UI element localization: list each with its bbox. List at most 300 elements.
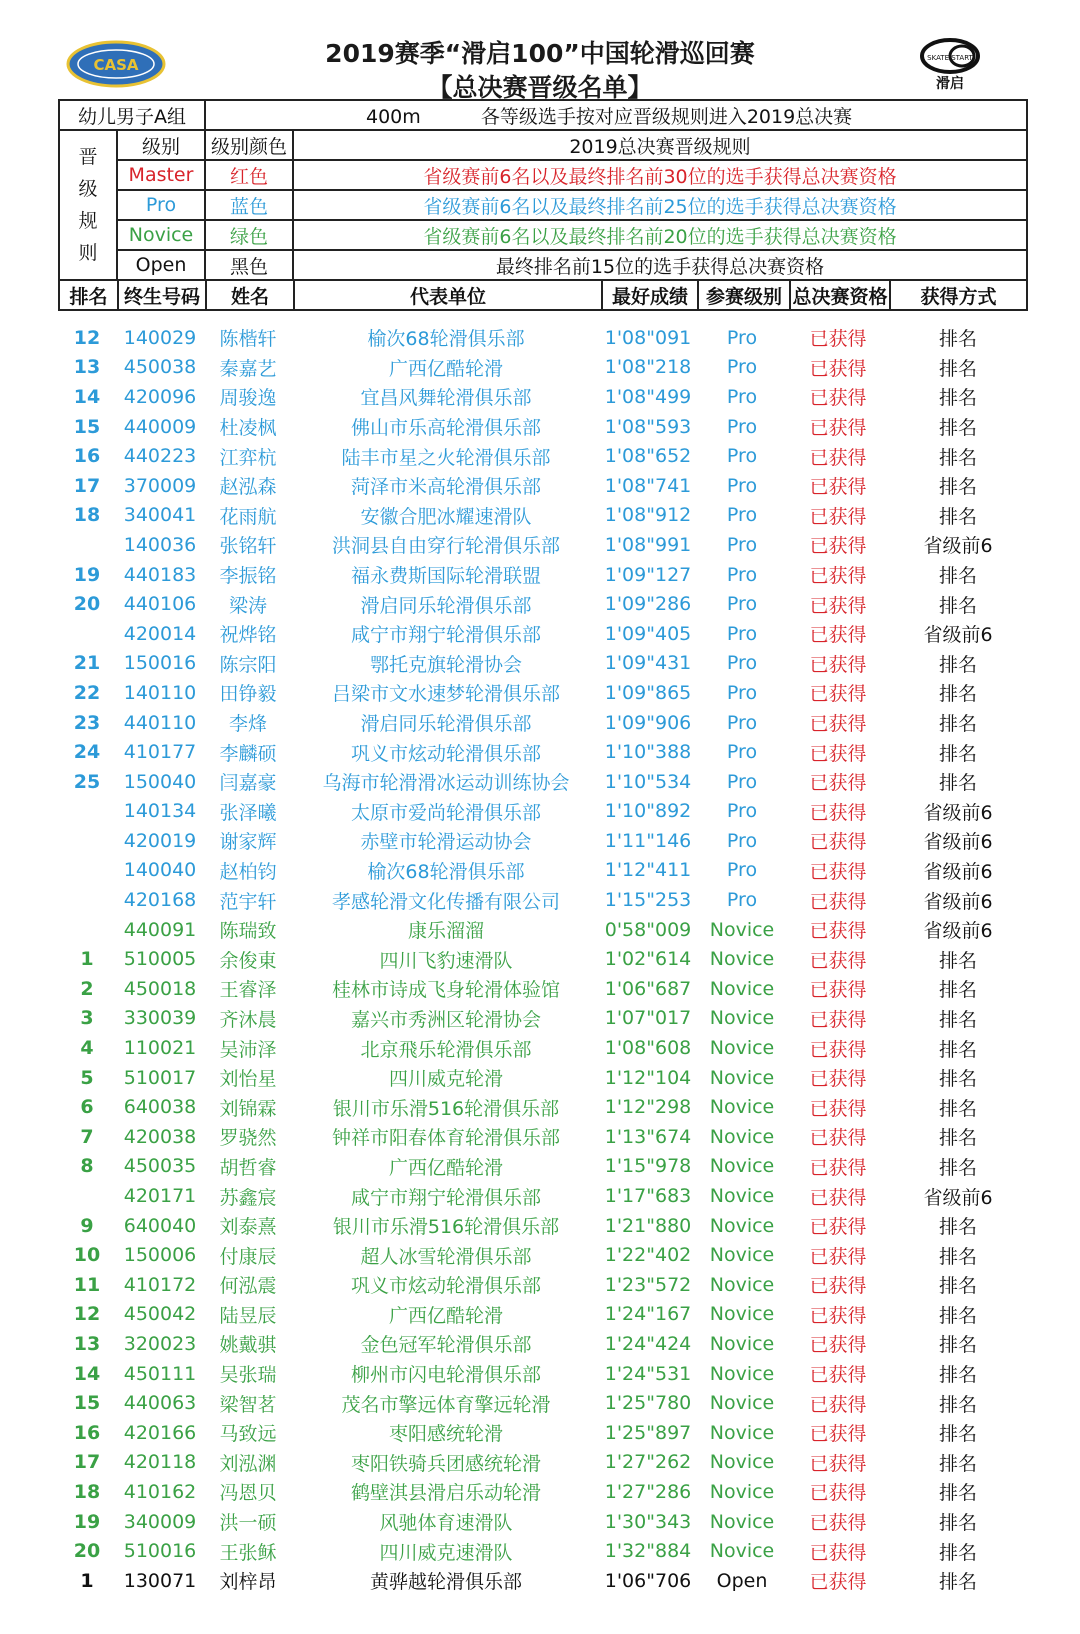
best-time-cell: 1'09"865 [604,681,692,704]
athlete-name-cell: 冯恩贝 [219,1482,277,1505]
level-cell: Pro [726,770,758,793]
rank-cell: 19 [73,563,101,586]
athlete-name-cell: 梁智茗 [219,1393,277,1416]
method-cell: 排名 [938,1334,977,1357]
rule-color: 黑色 [205,250,293,280]
club-cell: 巩义市炫动轮滑俱乐部 [350,742,541,765]
best-time-cell: 1'08"499 [604,385,692,408]
table-row [58,471,1028,501]
rank-cell [58,797,116,827]
level-cell: Novice [709,977,775,1000]
table-row [58,589,1028,619]
rule-color: 蓝色 [205,190,293,220]
rank-cell: 13 [73,356,101,379]
level-cell: Pro [726,800,758,823]
table-row [58,1240,1028,1270]
qualification-cell: 已获得 [809,831,867,854]
qualification-cell: 已获得 [809,979,867,1002]
club-cell: 咸宁市翔宁轮滑俱乐部 [350,1186,541,1209]
rank-cell: 8 [80,1155,94,1178]
best-time-cell: 1'25"780 [604,1392,692,1415]
method-cell: 排名 [938,653,977,676]
best-time-cell: 1'02"614 [604,948,692,971]
member-id-cell: 370009 [123,474,197,497]
best-time-cell: 1'24"424 [604,1332,692,1355]
qualification-cell: 已获得 [809,417,867,440]
method-cell: 排名 [938,772,977,795]
method-cell: 省级前6 [923,890,993,913]
rank-cell [58,856,116,886]
table-row [58,856,1028,886]
athlete-name-cell: 闫嘉豪 [219,772,277,795]
member-id-cell: 340009 [123,1510,197,1533]
column-header-id: 终生号码 [118,281,206,309]
method-cell: 排名 [938,1038,977,1061]
athlete-name-cell: 付康辰 [219,1245,277,1268]
rank-cell: 15 [73,1392,101,1415]
level-cell: Pro [726,829,758,852]
table-row [58,767,1028,797]
method-cell: 排名 [938,1068,977,1091]
qualification-cell: 已获得 [809,476,867,499]
level-cell: Pro [726,445,758,468]
method-cell: 排名 [938,1245,977,1268]
table-row [58,1477,1028,1507]
rank-cell: 15 [73,415,101,438]
casa-logo [66,40,166,88]
level-cell: Pro [726,711,758,734]
qualification-cell: 已获得 [809,446,867,469]
club-cell: 咸宁市翔宁轮滑俱乐部 [350,624,541,647]
club-cell: 茂名市擎远体育擎远轮滑 [341,1393,551,1416]
rule-text: 省级赛前6名以及最终排名前25位的选手获得总决赛资格 [293,190,1027,220]
method-cell: 排名 [938,1393,977,1416]
casa-logo-text: CASA [93,56,139,74]
level-cell: Pro [726,385,758,408]
column-header-method: 获得方式 [920,285,997,308]
member-id-cell: 440063 [123,1392,197,1415]
athlete-name-cell: 齐沐晨 [219,1008,277,1031]
member-id-cell: 450042 [123,1303,197,1326]
rule-row-pro [59,190,1027,220]
member-id-cell: 440009 [123,415,197,438]
member-id-cell: 150040 [123,770,197,793]
best-time-cell: 1'10"534 [604,770,692,793]
level-cell: Novice [709,1362,775,1385]
rank-cell: 2 [80,977,94,1000]
qualification-cell: 已获得 [809,1571,867,1594]
qualification-cell: 已获得 [809,1452,867,1475]
method-cell: 排名 [938,1097,977,1120]
method-cell: 省级前6 [923,624,993,647]
qualification-cell: 已获得 [809,535,867,558]
rank-cell: 18 [73,1480,101,1503]
best-time-cell: 1'27"286 [604,1480,692,1503]
method-cell: 排名 [938,1423,977,1446]
group-info [205,100,1027,130]
best-time-cell: 1'24"167 [604,1303,692,1326]
table-row [58,382,1028,412]
best-time-cell: 1'24"531 [604,1362,692,1385]
best-time-cell: 1'09"431 [604,652,692,675]
club-cell: 广西亿酷轮滑 [388,1156,503,1179]
rank-cell: 3 [80,1007,94,1030]
best-time-cell: 1'06"706 [604,1569,692,1592]
method-cell: 排名 [938,1452,977,1475]
member-id-cell: 410177 [123,741,197,764]
table-row [58,1152,1028,1182]
table-row [58,1448,1028,1478]
method-cell: 排名 [938,949,977,972]
level-cell: Pro [726,415,758,438]
member-id-cell: 150016 [123,652,197,675]
table-row [58,1359,1028,1389]
best-time-cell: 1'06"687 [604,977,692,1000]
best-time-cell: 0'58"009 [604,918,692,941]
table-row [58,1300,1028,1330]
member-id-cell: 420118 [123,1451,197,1474]
level-cell: Novice [709,1007,775,1030]
club-cell: 赤壁市轮滑运动协会 [360,831,532,854]
best-time-cell: 1'23"572 [604,1273,692,1296]
qualification-cell: 已获得 [809,624,867,647]
rank-cell: 12 [73,1303,101,1326]
method-cell: 排名 [938,1216,977,1239]
method-cell: 排名 [938,742,977,765]
level-cell: Pro [726,474,758,497]
best-time-cell: 1'09"906 [604,711,692,734]
level-cell: Novice [709,918,775,941]
table-row [58,1004,1028,1034]
rank-cell: 17 [73,1451,101,1474]
club-cell: 四川威克速滑队 [379,1541,513,1564]
club-cell: 广西亿酷轮滑 [388,1304,503,1327]
athlete-name-cell: 刘怡星 [219,1068,277,1091]
qualification-cell: 已获得 [809,1334,867,1357]
member-id-cell: 320023 [123,1332,197,1355]
rank-cell: 5 [80,1066,94,1089]
level-cell: Novice [709,1096,775,1119]
athlete-name-cell: 花雨航 [219,505,277,528]
athlete-name-cell: 刘泰熹 [219,1216,277,1239]
rules-side-label: 晋 级 规 则 [59,130,117,280]
member-id-cell: 330039 [123,1007,197,1030]
method-cell: 省级前6 [923,535,993,558]
best-time-cell: 1'12"104 [604,1066,692,1089]
table-row [58,530,1028,560]
athlete-name-cell: 范宇轩 [219,890,277,913]
rank-cell [58,530,116,560]
level-cell: Pro [726,889,758,912]
club-cell: 滑启同乐轮滑俱乐部 [360,594,532,617]
member-id-cell: 640040 [123,1214,197,1237]
member-id-cell: 150006 [123,1244,197,1267]
column-header-club: 代表单位 [294,281,602,309]
athlete-name-cell: 李麟硕 [219,742,277,765]
table-row [58,441,1028,471]
qualification-cell: 已获得 [809,1216,867,1239]
best-time-cell: 1'07"017 [604,1007,692,1030]
athlete-name-cell: 吴沛泽 [219,1038,277,1061]
table-row [58,708,1028,738]
rules-header-rule: 2019总决赛晋级规则 [293,130,1027,160]
qualification-cell: 已获得 [809,1512,867,1535]
member-id-cell: 410172 [123,1273,197,1296]
qualification-cell: 已获得 [809,1393,867,1416]
qualification-cell: 已获得 [809,890,867,913]
club-cell: 安徽合肥冰耀速滑队 [360,505,532,528]
table-row [58,1092,1028,1122]
method-cell: 排名 [938,1512,977,1535]
member-id-cell: 110021 [123,1037,197,1060]
best-time-cell: 1'13"674 [604,1125,692,1148]
table-row [58,885,1028,915]
athlete-name-cell: 江弈杭 [219,446,277,469]
method-cell: 排名 [938,328,977,351]
rule-level: Master [117,160,205,190]
athlete-name-cell: 吴张瑞 [219,1364,277,1387]
level-cell: Novice [709,1155,775,1178]
best-time-cell: 1'08"652 [604,445,692,468]
table-row [58,826,1028,856]
rule-level: Novice [117,220,205,250]
level-cell: Pro [726,326,758,349]
rank-cell: 21 [73,652,101,675]
rank-cell: 9 [80,1214,94,1237]
rank-cell: 1 [80,1569,94,1592]
qualification-cell: 已获得 [809,683,867,706]
club-cell: 滑启同乐轮滑俱乐部 [360,713,532,736]
club-cell: 北京飛乐轮滑俱乐部 [360,1038,532,1061]
athlete-name-cell: 陈楷轩 [219,328,277,351]
qualification-cell: 已获得 [809,653,867,676]
athlete-name-cell: 梁涛 [228,594,267,617]
rank-cell [58,619,116,649]
athlete-name-cell: 陈瑞致 [219,920,277,943]
level-cell: Pro [726,504,758,527]
table-row [58,323,1028,353]
column-header-time: 最好成绩 [602,281,698,309]
table-row [58,1270,1028,1300]
athlete-name-cell: 李烽 [228,713,267,736]
table-row [58,1329,1028,1359]
qualification-cell: 已获得 [809,387,867,410]
club-cell: 银川市乐滑516轮滑俱乐部 [332,1216,560,1239]
qualification-cell: 已获得 [809,1127,867,1150]
athlete-name-cell: 张泽曦 [219,801,277,824]
best-time-cell: 1'32"884 [604,1540,692,1563]
level-cell: Pro [726,593,758,616]
best-time-cell: 1'10"892 [604,800,692,823]
rule-text: 省级赛前6名以及最终排名前20位的选手获得总决赛资格 [293,220,1027,250]
method-cell: 排名 [938,1571,977,1594]
club-cell: 钟祥市阳春体育轮滑俱乐部 [331,1127,560,1150]
table-row [58,1536,1028,1566]
member-id-cell: 420014 [123,622,197,645]
rank-cell: 6 [80,1096,94,1119]
column-header-name: 姓名 [206,281,294,309]
qualification-cell: 已获得 [809,713,867,736]
level-cell: Open [716,1569,768,1592]
method-cell: 排名 [938,446,977,469]
club-cell: 柳州市闪电轮滑俱乐部 [350,1364,541,1387]
level-cell: Novice [709,1185,775,1208]
club-cell: 康乐溜溜 [407,920,484,943]
best-time-cell: 1'12"298 [604,1096,692,1119]
table-row [58,1507,1028,1537]
member-id-cell: 140110 [123,681,197,704]
table-row [58,1388,1028,1418]
member-id-cell: 510017 [123,1066,197,1089]
rank-cell: 19 [73,1510,101,1533]
method-cell: 排名 [938,1541,977,1564]
athlete-name-cell: 马致远 [219,1423,277,1446]
club-cell: 银川市乐滑516轮滑俱乐部 [332,1097,560,1120]
best-time-cell: 1'08"912 [604,504,692,527]
club-cell: 广西亿酷轮滑 [388,357,503,380]
qualification-cell: 已获得 [809,505,867,528]
level-cell: Pro [726,622,758,645]
rank-cell: 16 [73,1421,101,1444]
rank-cell: 17 [73,474,101,497]
rule-color: 绿色 [205,220,293,250]
member-id-cell: 440223 [123,445,197,468]
athlete-name-cell: 王睿泽 [219,979,277,1002]
best-time-cell: 1'30"343 [604,1510,692,1533]
level-cell: Novice [709,1421,775,1444]
rank-cell: 20 [73,593,101,616]
qualification-cell: 已获得 [809,742,867,765]
member-id-cell: 450111 [123,1362,197,1385]
rules-table [58,99,1028,311]
level-cell: Novice [709,1066,775,1089]
skate-start-logo [890,34,1010,96]
member-id-cell: 410162 [123,1480,197,1503]
athlete-name-cell: 余俊東 [219,949,277,972]
page-header [0,0,1080,100]
table-row [58,1418,1028,1448]
athlete-name-cell: 姚戴骐 [219,1334,277,1357]
method-cell: 排名 [938,505,977,528]
table-row [58,944,1028,974]
best-time-cell: 1'22"402 [604,1244,692,1267]
rank-cell [58,885,116,915]
table-row [58,412,1028,442]
member-id-cell: 420096 [123,385,197,408]
qualification-cell: 已获得 [809,1245,867,1268]
best-time-cell: 1'27"262 [604,1451,692,1474]
best-time-cell: 1'08"608 [604,1037,692,1060]
qualification-cell: 已获得 [809,1364,867,1387]
member-id-cell: 640038 [123,1096,197,1119]
rank-cell [58,1181,116,1211]
method-cell: 排名 [938,476,977,499]
distance: 400m [366,105,421,128]
rank-cell: 24 [73,741,101,764]
qualification-cell: 已获得 [809,1156,867,1179]
page-subtitle: 【总决赛晋级名单】 [427,73,653,102]
rank-cell [58,826,116,856]
results-table [58,323,1028,1596]
level-cell: Pro [726,741,758,764]
qualification-cell: 已获得 [809,1304,867,1327]
athlete-name-cell: 洪一硕 [219,1512,277,1535]
athlete-name-cell: 胡哲睿 [219,1156,277,1179]
rank-cell: 25 [73,770,101,793]
club-cell: 黄骅越轮滑俱乐部 [369,1571,522,1594]
best-time-cell: 1'08"991 [604,533,692,556]
member-id-cell: 450018 [123,977,197,1000]
rank-cell: 22 [73,681,101,704]
best-time-cell: 1'08"218 [604,356,692,379]
best-time-cell: 1'21"880 [604,1214,692,1237]
results-header-row [59,280,1027,310]
best-time-cell: 1'08"091 [604,326,692,349]
method-cell: 排名 [938,1364,977,1387]
athlete-name-cell: 刘梓昂 [219,1571,277,1594]
member-id-cell: 140029 [123,326,197,349]
qualification-cell: 已获得 [809,594,867,617]
rule-color: 红色 [205,160,293,190]
athlete-name-cell: 赵泓森 [219,476,277,499]
method-cell: 省级前6 [923,920,993,943]
method-cell: 排名 [938,1275,977,1298]
method-cell: 省级前6 [923,831,993,854]
level-cell: Novice [709,1214,775,1237]
qualification-cell: 已获得 [809,565,867,588]
athlete-name-cell: 周骏逸 [219,387,277,410]
club-cell: 洪洞县自由穿行轮滑俱乐部 [331,535,560,558]
rank-cell: 10 [73,1244,101,1267]
athlete-name-cell: 李振铭 [219,565,277,588]
rule-level: Open [117,250,205,280]
member-id-cell: 510016 [123,1540,197,1563]
best-time-cell: 1'10"388 [604,741,692,764]
level-cell: Novice [709,1273,775,1296]
athlete-name-cell: 陈宗阳 [219,653,277,676]
club-cell: 福永费斯国际轮滑联盟 [350,565,541,588]
best-time-cell: 1'09"405 [604,622,692,645]
level-cell: Pro [726,356,758,379]
qualification-cell: 已获得 [809,920,867,943]
method-cell: 排名 [938,1127,977,1150]
level-cell: Pro [726,859,758,882]
rules-header-level: 级别 [117,130,205,160]
method-cell: 省级前6 [923,801,993,824]
table-row [58,1033,1028,1063]
table-row [58,501,1028,531]
rules-header-row [59,130,1027,160]
rule-row-novice [59,220,1027,250]
table-row [58,619,1028,649]
member-id-cell: 440106 [123,593,197,616]
rank-cell: 20 [73,1540,101,1563]
table-row [58,560,1028,590]
best-time-cell: 1'11"146 [604,829,692,852]
member-id-cell: 450038 [123,356,197,379]
level-cell: Novice [709,948,775,971]
club-cell: 吕梁市文水速梦轮滑俱乐部 [331,683,560,706]
athlete-name-cell: 谢家辉 [219,831,277,854]
member-id-cell: 130071 [123,1569,197,1592]
rules-header-color: 级别颜色 [205,130,293,160]
athlete-name-cell: 祝烨铭 [219,624,277,647]
athlete-name-cell: 张铭轩 [219,535,277,558]
method-cell: 排名 [938,1304,977,1327]
athlete-name-cell: 刘锦霖 [219,1097,277,1120]
club-cell: 嘉兴市秀洲区轮滑协会 [350,1008,541,1031]
member-id-cell: 140036 [123,533,197,556]
